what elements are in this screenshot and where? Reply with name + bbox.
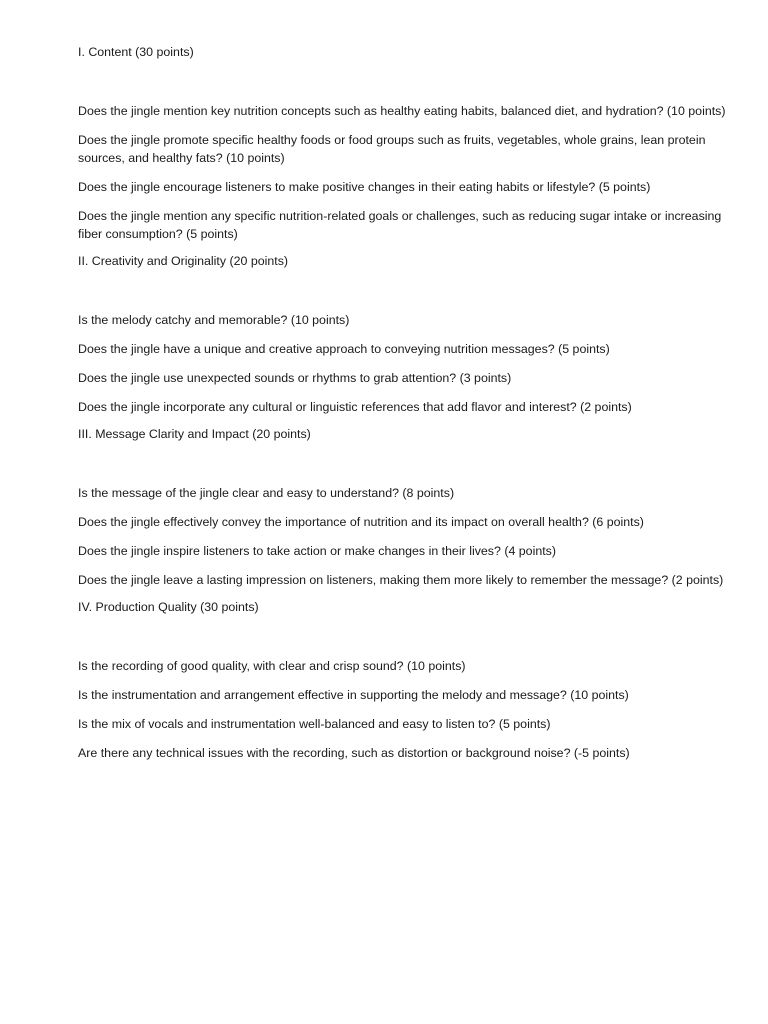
section-message-clarity xyxy=(78,425,728,589)
section-creativity xyxy=(78,252,728,416)
criterion-item: Does the jingle have a unique and creative approach to conveying nutrition messages? (5 points) xyxy=(78,342,610,356)
criterion-item: Does the jingle leave a lasting impression on listeners, making them more likely to remember the message? (2 points) xyxy=(78,573,724,587)
criterion-item: Does the jingle inspire listeners to take action or make changes in their lives? (4 points) xyxy=(78,544,556,558)
section-production-quality xyxy=(78,598,728,762)
criterion-item: Does the jingle encourage listeners to make positive changes in their eating habits or lifestyle? (5 points) xyxy=(78,180,651,194)
criterion-item: Does the jingle effectively convey the importance of nutrition and its impact on overall health? (6 points) xyxy=(78,515,644,529)
criterion-item: Is the melody catchy and memorable? (10 points) xyxy=(78,313,350,327)
section-heading: I. Content (30 points) xyxy=(78,45,194,59)
criterion-item: Are there any technical issues with the recording, such as distortion or background noise? (-5 points) xyxy=(78,746,630,760)
criteria-list xyxy=(78,311,728,416)
criterion-item: Is the instrumentation and arrangement effective in supporting the melody and message? (10 points) xyxy=(78,688,629,702)
section-heading: III. Message Clarity and Impact (20 points) xyxy=(78,427,311,441)
criterion-item: Does the jingle mention key nutrition concepts such as healthy eating habits, balanced diet, and hydration? (10 points) xyxy=(78,104,726,118)
criteria-list xyxy=(78,657,728,762)
criteria-list xyxy=(78,102,728,243)
criterion-item: Does the jingle incorporate any cultural or linguistic references that add flavor and interest? (2 points) xyxy=(78,400,632,414)
criterion-item: Does the jingle promote specific healthy foods or food groups such as fruits, vegetables, whole grains, lean protein sources, and healthy fats? (10 points) xyxy=(78,133,706,165)
criterion-item: Does the jingle mention any specific nutrition-related goals or challenges, such as reducing sugar intake or increasing fiber consumption? (5 points) xyxy=(78,209,722,241)
document-page xyxy=(78,43,728,773)
criterion-item: Is the recording of good quality, with clear and crisp sound? (10 points) xyxy=(78,659,466,673)
criterion-item: Is the mix of vocals and instrumentation well-balanced and easy to listen to? (5 points) xyxy=(78,717,551,731)
criteria-list xyxy=(78,484,728,589)
section-heading: II. Creativity and Originality (20 points) xyxy=(78,254,289,268)
criterion-item: Is the message of the jingle clear and easy to understand? (8 points) xyxy=(78,486,455,500)
section-heading: IV. Production Quality (30 points) xyxy=(78,600,259,614)
criterion-item: Does the jingle use unexpected sounds or rhythms to grab attention? (3 points) xyxy=(78,371,512,385)
section-content xyxy=(78,43,728,243)
